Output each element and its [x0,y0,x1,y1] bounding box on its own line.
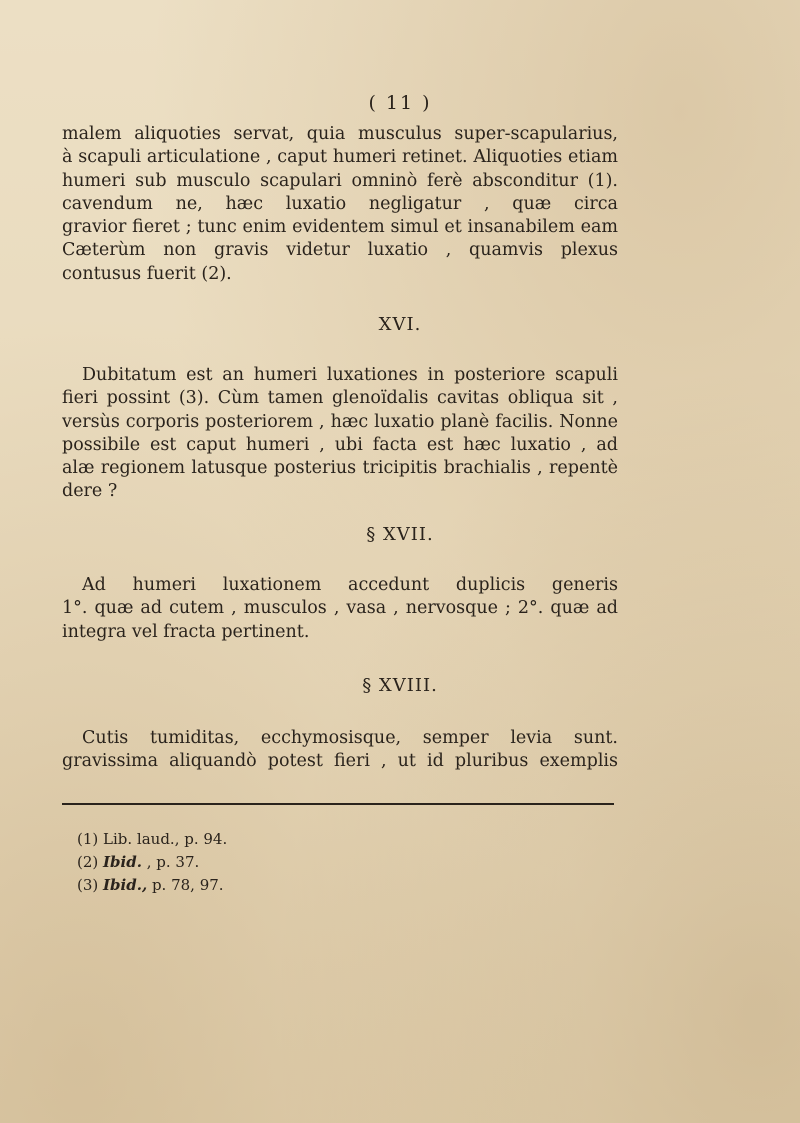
footnote-divider [62,803,614,805]
paragraph-section-xviii [62,727,618,774]
footnote-3: (3) Ibid., p. 78, 97. [77,876,224,894]
text-line: versùs corporis posteriorem , hæc luxatio planè facilis. Nonne [62,411,618,432]
text-line: gravissima aliquandò potest fieri , ut id pluribus exemplis [62,751,618,772]
text-line: 1°. quæ ad cutem , musculos , vasa , nervosque ; 2°. quæ ad [62,598,618,619]
text-line: Cæterùm non gravis videtur luxatio , quamvis plexus [62,240,618,261]
text-line: possibile est caput humeri , ubi facta est hæc luxatio , ad [62,434,618,455]
paragraph-section-xvii [62,574,618,644]
text-line: alæ regionem latusque posterius tricipitis brachialis , repentè [62,458,618,479]
text-line: Ad humeri luxationem accedunt duplicis generis [82,575,618,595]
section-heading-xvii: § XVII. [366,524,434,545]
text-line: Cutis tumiditas, ecchymosisque, semper levia sunt. [82,728,618,748]
text-line: cavendum ne, hæc luxatio negligatur , quæ circa [62,193,618,214]
text-line: integra vel fracta pertinent. [62,621,310,642]
text-line: dere ? [62,481,118,502]
footnote-2: (2) Ibid. , p. 37. [77,853,200,871]
paragraph-continued [62,123,618,286]
text-line: humeri sub musculo scapulari omninò ferè absconditur (1). [62,170,618,191]
footnote-1: (1) Lib. laud., p. 94. [77,830,228,848]
text-line: Dubitatum est an humeri luxationes in posteriore scapuli [82,365,618,385]
section-heading-xvi: XVI. [378,314,422,335]
text-line: contusus fuerit (2). [62,263,232,284]
paragraph-section-xvi [62,364,618,504]
footnotes [77,828,227,897]
page-number: ( 11 ) [368,92,432,114]
text-line: malem aliquoties servat, quia musculus super-scapularius, [62,124,618,144]
text-line: gravior fieret ; tunc enim evidentem simul et insanabilem eam [62,217,618,238]
text-line: à scapuli articulatione , caput humeri retinet. Aliquoties etiam [62,147,618,168]
text-line: fieri possint (3). Cùm tamen glenoïdalis cavitas obliqua sit , [62,388,618,409]
section-heading-xviii: § XVIII. [362,675,438,696]
